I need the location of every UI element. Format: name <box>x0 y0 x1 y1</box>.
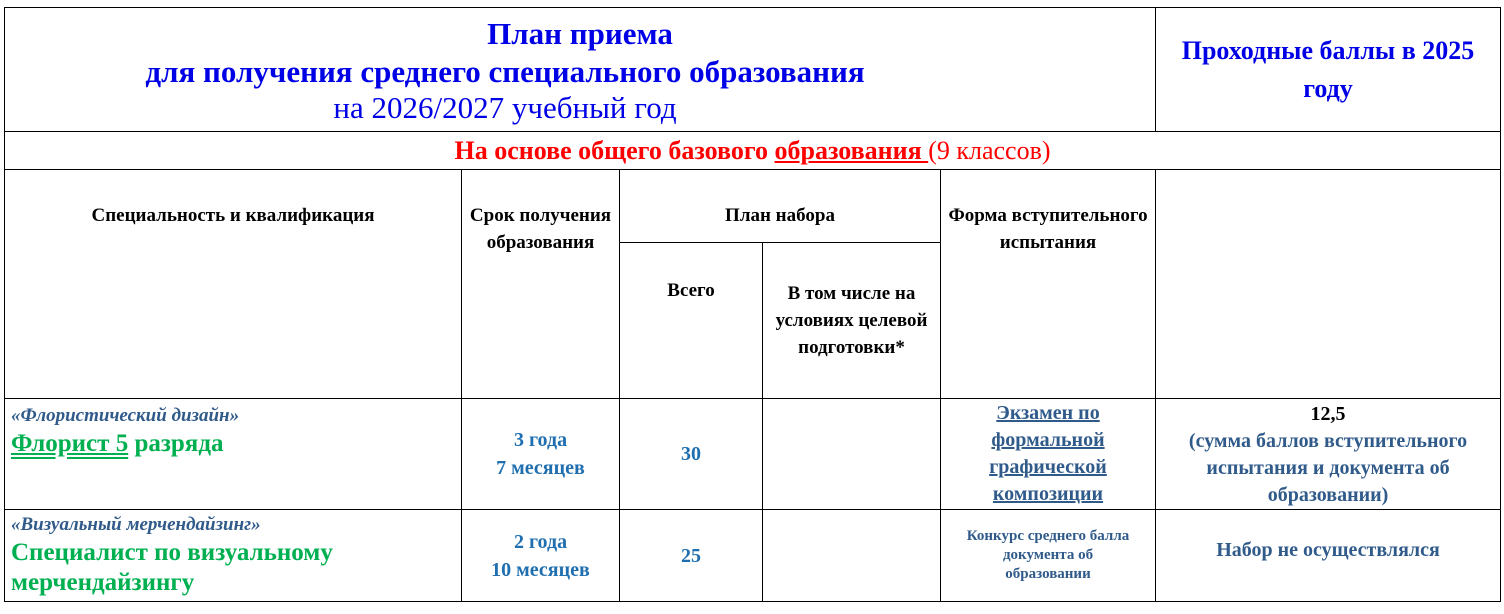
score-value: 12,5 <box>1310 403 1346 425</box>
qualification-rest: разряда <box>128 430 224 457</box>
basis-row <box>5 132 1501 170</box>
specialty-name: «Флористический дизайн» <box>11 405 240 426</box>
title-row <box>5 8 1501 132</box>
total-cell: 30 <box>620 399 763 510</box>
title-line-2: для получения среднего специального образования <box>145 53 865 89</box>
header-empty <box>1156 170 1501 399</box>
qualification <box>11 429 455 459</box>
qualification: Специалист по визуальному мерчендайзингу <box>11 539 333 596</box>
basis-underlined: образования <box>774 135 929 165</box>
exam-form-cell: Экзамен по формальной графической композиции <box>941 399 1156 510</box>
total-cell: 25 <box>620 510 763 602</box>
qualification-underlined: Флорист 5 <box>11 430 129 457</box>
basis-suffix: (9 классов) <box>928 135 1051 165</box>
duration-years: 2 года <box>513 530 568 553</box>
duration-cell <box>462 399 620 510</box>
duration-months: 7 месяцев <box>496 457 585 479</box>
basis-prefix: На основе общего базового <box>454 135 775 165</box>
header-specialty: Специальность и квалификация <box>5 170 462 399</box>
duration-cell <box>462 510 620 602</box>
score-cell <box>1156 510 1501 602</box>
specialty-cell <box>5 399 462 510</box>
header-duration: Срок получения образования <box>462 170 620 399</box>
score-cell <box>1156 399 1501 510</box>
duration-months: 10 месяцев <box>491 558 590 581</box>
specialty-name: «Визуальный мерчендайзинг» <box>11 514 261 535</box>
admission-plan-table <box>4 7 1501 602</box>
table-row <box>5 510 1501 602</box>
title-cell <box>5 8 1156 132</box>
title-line-3: на 2026/2027 учебный год <box>333 89 677 125</box>
score-note: (сумма баллов вступительного испытания и документа об образовании) <box>1188 430 1468 506</box>
score-note: Набор не осуществлялся <box>1216 539 1440 561</box>
targeted-cell <box>763 510 941 602</box>
specialty-cell <box>5 510 462 602</box>
header-plan: План набора <box>620 170 941 243</box>
title-line-1: План приема <box>487 15 673 51</box>
targeted-cell <box>763 399 941 510</box>
header-exam-form: Форма вступительного испытания <box>941 170 1156 399</box>
scores-header: Проходные баллы в 2025 году <box>1156 8 1501 132</box>
exam-form-cell: Конкурс среднего балла документа об образовании <box>941 510 1156 602</box>
table-row <box>5 399 1501 510</box>
header-targeted: В том числе на условиях целевой подготовки* <box>763 243 941 399</box>
basis-cell <box>5 132 1501 170</box>
header-row-1 <box>5 170 1501 243</box>
duration-years: 3 года <box>513 429 568 451</box>
header-total: Всего <box>620 243 763 399</box>
